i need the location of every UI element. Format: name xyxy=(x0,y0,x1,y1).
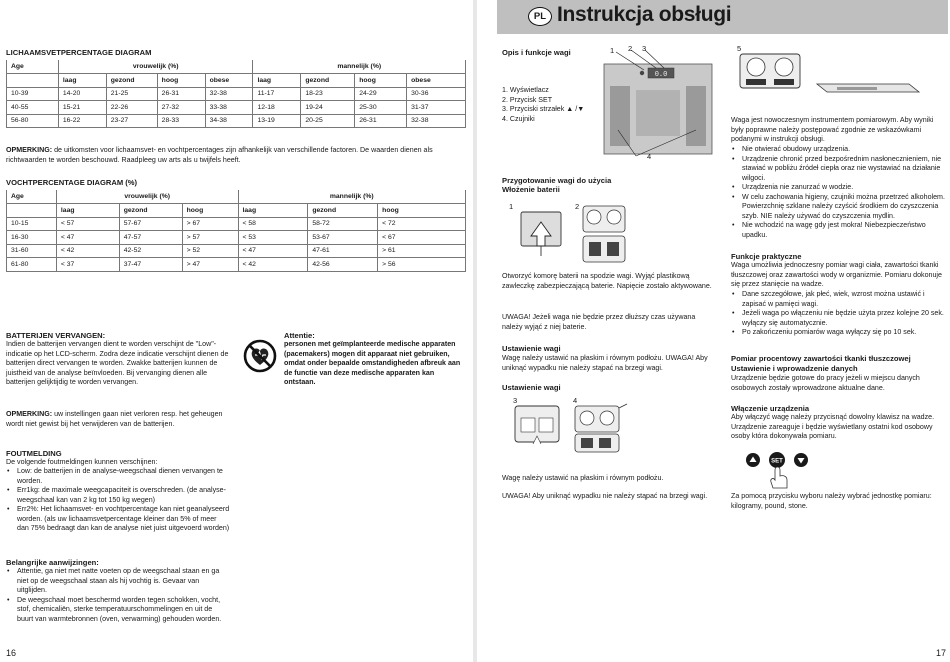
list-item: • Urządzenia nie zanurzać w wodzie. xyxy=(731,183,945,193)
table-header-cell: laag xyxy=(56,204,119,218)
callout-2: 2 xyxy=(628,44,633,53)
table-cell: < 47 xyxy=(56,231,119,245)
table-header-cell: hoog xyxy=(157,74,205,88)
language-header xyxy=(497,0,948,34)
table-cell: 33-38 xyxy=(205,101,253,115)
table-cell: 16-30 xyxy=(7,231,57,245)
battery-text-pl: Otworzyć komorę baterii na spodzie wagi. Wyjąć plastikową zawleczkę zabezpieczającą baterie. Napięcie zostało aktywowane. xyxy=(502,272,712,290)
table-row xyxy=(7,101,466,115)
callout-1: 1 xyxy=(610,46,615,55)
list-item: • Po zakończeniu pomiarów waga wyłączy się po 10 sek. xyxy=(731,328,945,338)
table-cell: < 47 xyxy=(238,244,308,258)
table-cell: 57-67 xyxy=(119,217,182,231)
table-header-cell: laag xyxy=(58,74,106,88)
setup-title-1: Ustawienie wagi xyxy=(502,344,561,353)
note-settings: OPMERKING: uw instellingen gaan niet verloren resp. het geheugen wordt niet gewist bij het verwijderen van de batterijen. xyxy=(6,410,223,428)
table-cell: 12-18 xyxy=(253,101,301,115)
table-header-cell: hoog xyxy=(182,204,238,218)
power-on-title: Włączenie urządzenia xyxy=(731,404,810,413)
table-cell: 40-55 xyxy=(7,101,59,115)
table-cell: 28-33 xyxy=(157,114,205,128)
pacemaker-warning-icon xyxy=(243,339,277,373)
list-item: • Nie otwierać obudowy urządzenia. xyxy=(731,145,945,155)
table-cell: < 58 xyxy=(238,217,308,231)
functions-list xyxy=(731,290,945,338)
table-header-age: Age xyxy=(7,60,59,74)
table-cell: 16-22 xyxy=(58,114,106,128)
table-cell: > 61 xyxy=(378,244,466,258)
lcd-readout: 0.0 xyxy=(654,71,668,79)
table-cell: 21-25 xyxy=(106,87,157,101)
fig-label-3: 3 xyxy=(513,396,518,405)
unit-select-text: Za pomocą przycisku wyboru należy wybrać jednostkę pomiaru: kilogramy, pound, stone. xyxy=(731,492,932,510)
list-item: • Err1kg: de maximale weegcapaciteit is overschreden. (de analyse-weegschaal kan van 2 kg tot 150 kg wegen) xyxy=(6,486,230,505)
table-header-female: vrouwelijk (%) xyxy=(56,190,238,204)
table-cell: < 72 xyxy=(378,217,466,231)
table-cell: > 67 xyxy=(182,217,238,231)
scale-setup-illustration-a xyxy=(513,404,563,450)
errors-intro: De volgende foutmeldingen kunnen verschijnen: xyxy=(6,458,158,466)
battery-text: Indien de batterijen vervangen dient te worden verschijnt de "Low"-indicatie op het LCD-scherm. Zodra deze indicatie verschijnt dienen de batterijen direct vervangen te worden. Zwakke batterijen kunnen de juistheid van de analyse beïnvloeden. Bij vervanging dienen alle batterijen gelijktijdig te worden vervangen. xyxy=(6,340,229,386)
list-item: • Err2%: Het lichaamsvet- en vochtpercentage kan niet geanalyseerd worden. (als uw lichaamsvetpercentage kleiner dan 5% of meer dan 75% bedraagt dan kan de analyse niet juist uitgevoerd worden) xyxy=(6,505,230,534)
table-row xyxy=(7,217,466,231)
setup-warning-2: UWAGA! Aby uniknąć wypadku nie należy stąpać na brzegi wagi. xyxy=(502,492,708,500)
table-cell: 61-80 xyxy=(7,258,57,272)
table-cell: 11-17 xyxy=(253,87,301,101)
table-cell: 24-29 xyxy=(355,87,407,101)
table-cell: < 42 xyxy=(56,244,119,258)
table-header-cell: hoog xyxy=(355,74,407,88)
table-cell: 22-26 xyxy=(106,101,157,115)
table-header-cell: obese xyxy=(205,74,253,88)
errors-title: FOUTMELDING xyxy=(6,449,62,458)
battery-pull-tab-illustration xyxy=(581,204,627,264)
callout-3: 3 xyxy=(642,44,647,53)
table-cell: 13-19 xyxy=(253,114,301,128)
battery-lid-illustration xyxy=(513,202,569,258)
table-cell: 30-36 xyxy=(407,87,466,101)
table-cell: 26-31 xyxy=(355,114,407,128)
setup-text-2: Wagę należy ustawić na płaskim i równym podłożu. xyxy=(502,474,664,482)
language-badge: PL xyxy=(528,7,552,26)
set-button-label: SET xyxy=(771,458,783,465)
page-number-left: 16 xyxy=(6,648,17,658)
table-cell: 53-67 xyxy=(308,231,378,245)
right-page xyxy=(477,0,950,662)
list-item: 4. Czujniki xyxy=(502,114,535,123)
table-cell: 18-23 xyxy=(301,87,355,101)
setup-text-1: Wagę należy ustawić na płaskim i równym podłożu. UWAGA! Aby uniknąć wypadku nie należy stąpać na brzegi wagi. xyxy=(502,354,708,372)
attention-text: personen met geïmplanteerde medische apparaten (pacemakers) mogen dit apparaat niet gebruiken, omdat onder bepaalde omstandigheden afbreuk aan de functie van deze medische apparaten kan ontstaan. xyxy=(284,340,461,386)
table-cell: 47-61 xyxy=(308,244,378,258)
table-cell: < 57 xyxy=(56,217,119,231)
table-cell: > 47 xyxy=(182,258,238,272)
table-header-male: mannelijk (%) xyxy=(238,190,466,204)
table-header-age: Age xyxy=(7,190,57,204)
page-title: Instrukcja obsługi xyxy=(557,3,732,26)
prep-title: Przygotowanie wagi do użycia xyxy=(502,176,612,185)
important-list xyxy=(6,567,230,624)
scale-side-view-illustration xyxy=(815,70,921,100)
note-results: OPMERKING: de uitkomsten voor lichaamsvet- en vochtpercentages zijn afhankelijk van verschillende factoren. De waarden dienen als richtwaarden te worden beschouwd. Raadpleeg uw arts als u twijfels heeft. xyxy=(6,146,433,164)
buttons-illustration xyxy=(745,448,817,490)
table-cell: 47-57 xyxy=(119,231,182,245)
table-cell: < 67 xyxy=(378,231,466,245)
list-item: 2. Przycisk SET xyxy=(502,95,553,104)
table-header-male: mannelijk (%) xyxy=(253,60,466,74)
data-entry-title: Ustawienie i wprowadzenie danych xyxy=(731,364,858,373)
list-item: • Dane szczegółowe, jak płeć, wiek, wzrost można ustawić i zapisać w pamięci wagi. xyxy=(731,290,945,309)
table-row xyxy=(7,231,466,245)
table-cell: 10-39 xyxy=(7,87,59,101)
table-cell: 32-38 xyxy=(205,87,253,101)
finger-icon xyxy=(771,467,787,488)
table-row xyxy=(7,114,466,128)
table-cell: 42-52 xyxy=(119,244,182,258)
table-header-female: vrouwelijk (%) xyxy=(58,60,253,74)
table-cell: 58-72 xyxy=(308,217,378,231)
table-cell: 42-56 xyxy=(308,258,378,272)
list-item: 1. Wyświetlacz xyxy=(502,86,549,94)
battery-title: BATTERIJEN VERVANGEN: xyxy=(6,331,106,340)
list-item: • Low: de batterijen in de analyse-weegschaal dienen vervangen te worden. xyxy=(6,467,230,486)
functions-text: Waga umożliwia jednoczesny pomiar wagi ciała, zawartości tkanki tłuszczowej oraz zawartości wody w organizmie. Pomiaru dokonuje się przez stanięcie na wadze. xyxy=(731,261,942,288)
battery-warning-pl: UWAGA! Jeżeli waga nie będzie przez dłuższy czas używana należy wyjąć z niej baterie. xyxy=(502,313,696,331)
table-cell: 34-38 xyxy=(205,114,253,128)
intro-text: Waga jest nowoczesnym instrumentem pomiarowym. Aby wyniki były poprawne należy postępować zgodnie ze wskazówkami podanymi w instrukcji obsługi. xyxy=(731,116,934,143)
scale-illustration xyxy=(604,50,714,160)
table-cell: < 53 xyxy=(238,231,308,245)
table-cell: > 52 xyxy=(182,244,238,258)
table-cell: > 56 xyxy=(378,258,466,272)
fig-label-1: 1 xyxy=(509,202,514,211)
table-cell: 20-25 xyxy=(301,114,355,128)
page-number-right: 17 xyxy=(935,648,946,658)
water-title: VOCHTPERCENTAGE DIAGRAM (%) xyxy=(6,178,138,187)
table-cell: 27-32 xyxy=(157,101,205,115)
table-header-cell xyxy=(7,204,57,218)
table-cell: 10-15 xyxy=(7,217,57,231)
list-item: • W celu zachowania higieny, czujniki można przetrzeć alkoholem. Powierzchnię szklane należy czyścić środkiem do czyszczenia szyb. NIE należy używać do czyszczenia mydlin. xyxy=(731,193,945,222)
list-item: 3. Przyciski strzałek ▲ /▼ xyxy=(502,105,585,113)
table-cell: 37-47 xyxy=(119,258,182,272)
opis-title: Opis i funkcje wagi xyxy=(502,48,571,57)
list-item: • Jeżeli waga po włączeniu nie będzie użyta przez kolejne 20 sek. wyłączy się automatycznie. xyxy=(731,309,945,328)
table-cell: 31-60 xyxy=(7,244,57,258)
list-item: • Urządzenie chronić przed bezpośrednim nasłonecznieniem, nie stawiać w pobliżu źródeł ciepła oraz nie wystawiać na działanie wilgoci. xyxy=(731,155,945,184)
table-cell: < 37 xyxy=(56,258,119,272)
table-header-cell: laag xyxy=(253,74,301,88)
fig-label-2: 2 xyxy=(575,202,580,211)
table-cell: > 57 xyxy=(182,231,238,245)
parts-list xyxy=(502,86,602,124)
table-cell: 15-21 xyxy=(58,101,106,115)
table-header-cell: gezond xyxy=(119,204,182,218)
power-on-text: Aby włączyć wagę należy przycisnąć dowolny klawisz na wadze. Urządzenie zareaguje i będzie wyświetlany ostatni kod osobowy osoby która dokonywała pomiaru. xyxy=(731,413,935,440)
table-cell: 31-37 xyxy=(407,101,466,115)
list-item: • De weegschaal moet beschermd worden tegen schokken, vocht, stof, chemicaliën, sterke temperatuurschommelingen en uit de buurt van warmtebronnen (oven, verwarming) gehouden worden. xyxy=(6,596,230,625)
attention-title: Attentie: xyxy=(284,331,315,340)
scale-setup-illustration-b xyxy=(573,404,629,454)
table-header-cell: gezond xyxy=(106,74,157,88)
water-table xyxy=(6,190,466,272)
table-row xyxy=(7,244,466,258)
table-header-cell: gezond xyxy=(301,74,355,88)
important-title: Belangrijke aanwijzingen: xyxy=(6,558,99,567)
table-header-cell: hoog xyxy=(378,204,466,218)
callout-5: 5 xyxy=(737,44,742,53)
battery-cover-illustration xyxy=(739,53,801,89)
list-item: • Attentie, ga niet met natte voeten op de weegschaal staan en ga niet op de weegschaal staan als hij vochtig is. Gevaar van uitglijden. xyxy=(6,567,230,596)
fat-measure-title: Pomiar procentowy zawartości tkanki tłuszczowej xyxy=(731,354,911,363)
list-item: • Nie wchodzić na wagę gdy jest mokra! Niebezpieczeństwo upadku. xyxy=(731,221,945,240)
table-row xyxy=(7,258,466,272)
table-cell: < 42 xyxy=(238,258,308,272)
body-fat-title: LICHAAMSVETPERCENTAGE DIAGRAM xyxy=(6,48,152,57)
table-cell: 25-30 xyxy=(355,101,407,115)
table-cell: 56-80 xyxy=(7,114,59,128)
table-header-cell xyxy=(7,74,59,88)
errors-list xyxy=(6,467,230,534)
table-header-cell: gezond xyxy=(308,204,378,218)
intro-list xyxy=(731,145,945,240)
table-cell: 19-24 xyxy=(301,101,355,115)
left-page xyxy=(0,0,473,662)
setup-title-2: Ustawienie wagi xyxy=(502,383,561,392)
body-fat-table xyxy=(6,60,466,128)
fig-label-4: 4 xyxy=(573,396,578,405)
functions-title: Funkcje praktyczne xyxy=(731,252,802,261)
table-cell: 32-38 xyxy=(407,114,466,128)
table-header-cell: obese xyxy=(407,74,466,88)
table-row xyxy=(7,87,466,101)
table-header-cell: laag xyxy=(238,204,308,218)
table-cell: 14-20 xyxy=(58,87,106,101)
callout-4: 4 xyxy=(647,152,652,161)
battery-insert-title: Włożenie baterii xyxy=(502,185,560,194)
table-cell: 23-27 xyxy=(106,114,157,128)
data-entry-text: Urządzenie będzie gotowe do pracy jeżeli w miejscu danych osobowych zostały wprowadzone aktualne dane. xyxy=(731,374,920,392)
table-cell: 26-31 xyxy=(157,87,205,101)
